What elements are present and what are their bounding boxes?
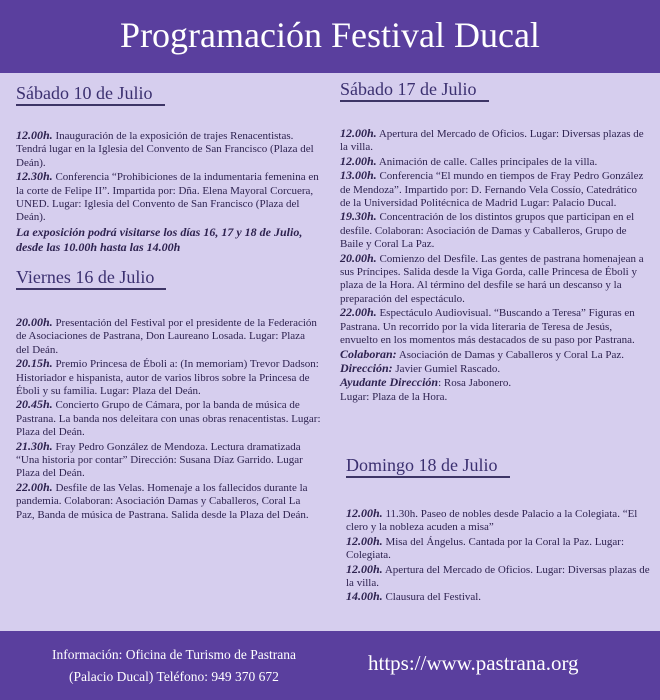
credit-label: Colaboran:	[340, 346, 397, 361]
event-item	[346, 535, 650, 563]
credit-line	[340, 348, 650, 362]
event-time: 14.00h.	[346, 589, 383, 604]
tourism-info	[18, 644, 330, 688]
event-text: Espectáculo Audiovisual. “Buscando a Teresa” Figuras en Pastrana. Un recorrido por la vida literaria de Teresa de Jesús, envuelto en los momentos más destacados de su paso por Pastrana.	[340, 307, 635, 347]
event-time: 12.00h.	[16, 128, 53, 142]
event-item	[16, 129, 321, 170]
info-line: Información: Oficina de Turismo de Pastrana	[51, 647, 297, 662]
event-time: 21.30h.	[16, 438, 53, 453]
exhibition-note: La exposición podrá visitarse los días 16, 17 y 18 de Julio, desde las 10.00h hasta las 14.00h	[16, 224, 303, 254]
event-text: Comienzo del Desfile. Las gentes de pastrana homenajean a sus Príncipes. Salida desde la Viga Gorda, calle Princesa de Éboli y plaza de la Hora. Al término del desfile se hará un descanso y la preparación del espectáculo.	[340, 252, 644, 305]
event-item	[16, 170, 321, 225]
website-link[interactable]: https://www.pastrana.org	[368, 651, 579, 675]
event-time: 20.45h.	[16, 397, 53, 412]
event-item	[16, 357, 321, 398]
event-item	[16, 440, 321, 481]
event-time: 12.00h.	[340, 126, 377, 140]
day-heading: Sábado 10 de Julio	[16, 83, 159, 105]
page-title: Programación Festival Ducal	[120, 15, 540, 55]
event-text: Concentración de los distintos grupos que participan en el desfile. Colaboran: Asociación de Damas y Caballeros, Grupo de Baile y Coral La Paz.	[340, 211, 635, 251]
credit-value: Javier Gumiel Rascado.	[392, 362, 501, 375]
event-text: Premio Princesa de Éboli a: (In memoriam) Trevor Dadson: Historiador e hispanista, autor de varios libros sobre la Princesa de Éboli y su familia. Lugar: Plaza del Deán.	[16, 358, 319, 398]
event-item	[346, 563, 650, 591]
event-time: 20.00h.	[16, 315, 53, 329]
phone-line: (Palacio Ducal) Teléfono: 949 370 672	[69, 669, 279, 684]
day-section-viernes-16	[16, 267, 321, 522]
event-time: 12.00h.	[346, 561, 383, 576]
day-heading: Sábado 17 de Julio	[340, 79, 483, 101]
event-text: Apertura del Mercado de Oficios. Lugar: Diversas plazas de la villa.	[346, 563, 650, 590]
event-text: 11.30h. Paseo de nobles desde Palacio a la Colegiata. “El clero y la nobleza acuden a misa”	[346, 508, 638, 534]
event-time: 12.30h.	[16, 169, 53, 184]
event-text: Concierto Grupo de Cámara, por la banda de música de Pastrana. La banda nos deleitara con unas obras renacentistas. Lugar: Plaza del Deán.	[16, 399, 321, 439]
credit-line	[340, 376, 650, 390]
event-text: Apertura del Mercado de Oficios. Lugar: Diversas plazas de la villa.	[340, 128, 644, 154]
event-time: 20.00h.	[340, 250, 377, 265]
event-time: 12.00h.	[346, 533, 383, 548]
credit-value: : Rosa Jabonero.	[438, 377, 512, 390]
event-text: Conferencia “El mundo en tiempos de Fray Pedro González de Mendoza”. Impartido por: D. Fernando Vela Cossío, Catedrático de la Universidad Politécnica de Madrid Lugar: Palacio Ducal.	[340, 170, 644, 210]
event-text: Inauguración de la exposición de trajes Renacentistas. Tendrá lugar en la Iglesia del Convento de San Francisco (Plaza del Deán).	[16, 130, 314, 169]
event-text: Animación de calle. Calles principales de la villa.	[376, 155, 598, 168]
event-place: Lugar: Plaza de la Hora.	[340, 390, 448, 403]
day-heading: Viernes 16 de Julio	[16, 267, 160, 289]
event-text: Fray Pedro González de Mendoza. Lectura dramatizada “Una historia por contar” Dirección: Susana Díaz Garrido. Lugar Plaza del Deán.	[16, 440, 303, 480]
credit-value: Asociación de Damas y Caballeros y Coral La Paz.	[396, 348, 624, 361]
event-time: 13.00h.	[340, 168, 377, 183]
day-heading: Domingo 18 de Julio	[346, 455, 504, 477]
event-item	[16, 316, 321, 357]
event-text: Conferencia “Prohibiciones de la indumentaria femenina en la corte de Felipe II”. Impartida por: Dña. Elena Mayoral Corcuera, UNED. Lugar: Iglesia del Convento de San Francisco (Plaza del Deán).	[16, 171, 319, 224]
event-time: 20.15h.	[16, 356, 53, 371]
event-time: 12.00h.	[346, 506, 383, 520]
credit-line	[340, 362, 650, 376]
event-item	[340, 155, 650, 169]
event-text: Desfile de las Velas. Homenaje a los fallecidos durante la pandemia. Colaboran: Asociación Damas y Caballeros, Coral La Paz, Banda de música de Pastrana. Salida desde la Plaza del Deán.	[16, 481, 309, 521]
credit-label: Dirección:	[340, 360, 393, 375]
event-text: Misa del Ángelus. Cantada por la Coral la Paz. Lugar: Colegiata.	[346, 535, 625, 562]
event-time: 19.30h.	[340, 209, 377, 224]
event-item	[340, 210, 650, 251]
header-banner	[0, 0, 660, 73]
event-item	[340, 306, 650, 347]
footer-banner	[0, 631, 660, 700]
event-text: Presentación del Festival por el presidente de la Federación de Asociaciones de Pastrana, Don Laureano Losada. Lugar: Plaza del Deán.	[16, 317, 317, 356]
event-time: 22.00h.	[340, 305, 377, 320]
event-text: Clausura del Festival.	[382, 591, 482, 604]
event-time: 22.00h.	[16, 479, 53, 494]
event-time: 12.00h.	[340, 153, 377, 168]
event-item	[16, 481, 321, 522]
event-item	[340, 127, 650, 155]
day-section-sabado-17	[340, 79, 650, 404]
credit-label: Ayudante Dirección	[340, 375, 439, 390]
event-item	[16, 398, 321, 439]
event-item	[340, 169, 650, 210]
program-panel	[0, 73, 660, 631]
event-item	[346, 590, 650, 604]
day-section-domingo-18	[346, 455, 650, 605]
event-item	[340, 252, 650, 307]
day-section-sabado-10	[16, 83, 321, 255]
event-item	[346, 507, 650, 535]
